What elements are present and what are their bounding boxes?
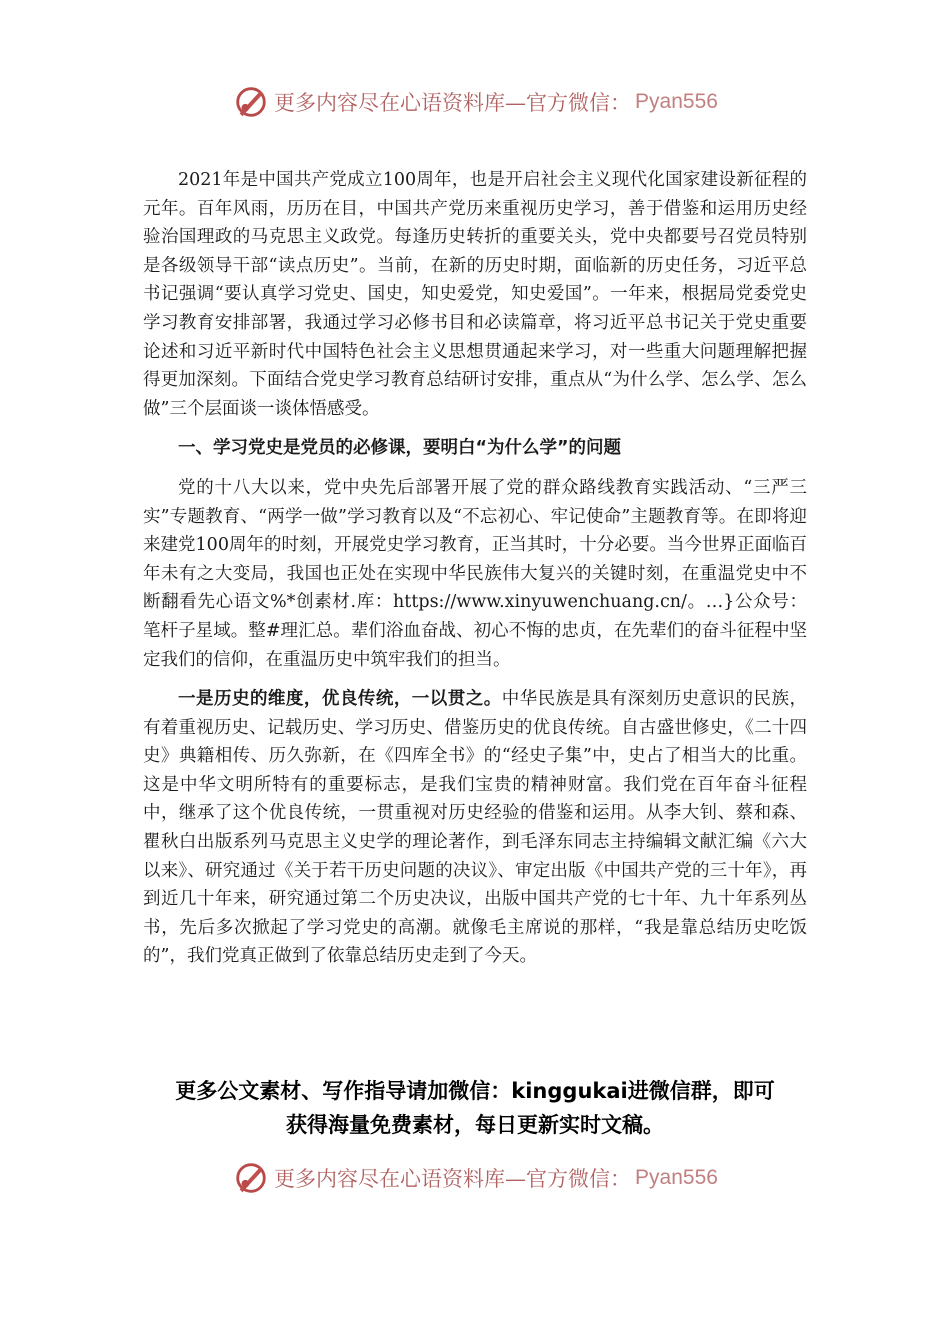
footer-banner <box>0 1158 950 1198</box>
promo-line-1: 更多公文素材、写作指导请加微信：kinggukai进微信群，即可 <box>175 1079 775 1103</box>
footer-wechat-id: Pyan556 <box>635 1166 718 1189</box>
point1-paragraph <box>143 685 807 971</box>
header-banner <box>0 82 950 122</box>
point1-lead: 一是历史的维度，优良传统，一以贯之。 <box>178 689 502 710</box>
footer-slogan: 更多内容尽在心语资料库—官方微信： <box>274 1167 632 1191</box>
section1-heading: 一、学习党史是党员的必修课，要明白“为什么学”的问题 <box>178 438 622 459</box>
pen-circle-logo-icon <box>232 1159 270 1197</box>
promo-notice <box>100 1074 850 1142</box>
promo-line-2: 获得海量免费素材，每日更新实时文稿。 <box>286 1113 664 1137</box>
pen-circle-logo-icon <box>232 83 270 121</box>
point1-text: 中华民族是具有深刻历史意识的民族，有着重视历史、记载历史、学习历史、借鉴历史的优良传统。自古盛世修史，《二十四史》典籍相传、历久弥新，在《四库全书》的“经史子集”中，史占了相当大的比重。这是中华文明所特有的重要标志，是我们宝贵的精神财富。我们党在百年奋斗征程中，继承了这个优良传统，一贯重视对历史经验的借鉴和运用。从李大钊、蔡和森、瞿秋白出版系列马克思主义史学的理论著作，到毛泽东同志主持编辑文献汇编《六大以来》、研究通过《关于若干历史问题的决议》、审定出版《中国共产党的三十年》，再到近几十年来，研究通过第二个历史决议，出版中国共产党的七十年、九十年系列丛书，先后多次掀起了学习党史的高潮。就像毛主席说的那样，“我是靠总结历史吃饭的”，我们党真正做到了依靠总结历史走到了今天。 <box>143 689 807 967</box>
header-wechat-id: Pyan556 <box>635 90 718 113</box>
section1-paragraph: 党的十八大以来，党中央先后部署开展了党的群众路线教育实践活动、“三严三实”专题教育、“两学一做”学习教育以及“不忘初心、牢记使命”主题教育等。在即将迎来建党100周年的时刻，开展党史学习教育，正当其时，十分必要。当今世界正面临百年未有之大变局，我国也正处在实现中华民族伟大复兴的关键时刻，在重温党史中不断翻看先心语文%*创素材.库：https://www.xinyuwenchuang.cn/。…}公众号：笔杆子星域。整#理汇总。辈们浴血奋战、初心不悔的忠贞，在先辈们的奋斗征程中坚定我们的信仰，在重温历史中筑牢我们的担当。 <box>143 477 807 670</box>
intro-paragraph: 2021年是中国共产党成立100周年，也是开启社会主义现代化国家建设新征程的元年。百年风雨，历历在目，中国共产党历来重视历史学习，善于借鉴和运用历史经验治国理政的马克思主义政党。每逢历史转折的重要关头，党中央都要号召党员特别是各级领导干部“读点历史”。当前，在新的历史时期，面临新的历史任务，习近平总书记强调“要认真学习党史、国史，知史爱党，知史爱国”。一年来，根据局党委党史学习教育安排部署，我通过学习必修书目和必读篇章，将习近平总书记关于党史重要论述和习近平新时代中国特色社会主义思想贯通起来学习，对一些重大问题理解把握得更加深刻。下面结合党史学习教育总结研讨安排，重点从“为什么学、怎么学、怎么做”三个层面谈一谈体悟感受。 <box>143 170 807 419</box>
header-slogan: 更多内容尽在心语资料库—官方微信： <box>274 91 632 115</box>
document-body <box>143 166 807 982</box>
